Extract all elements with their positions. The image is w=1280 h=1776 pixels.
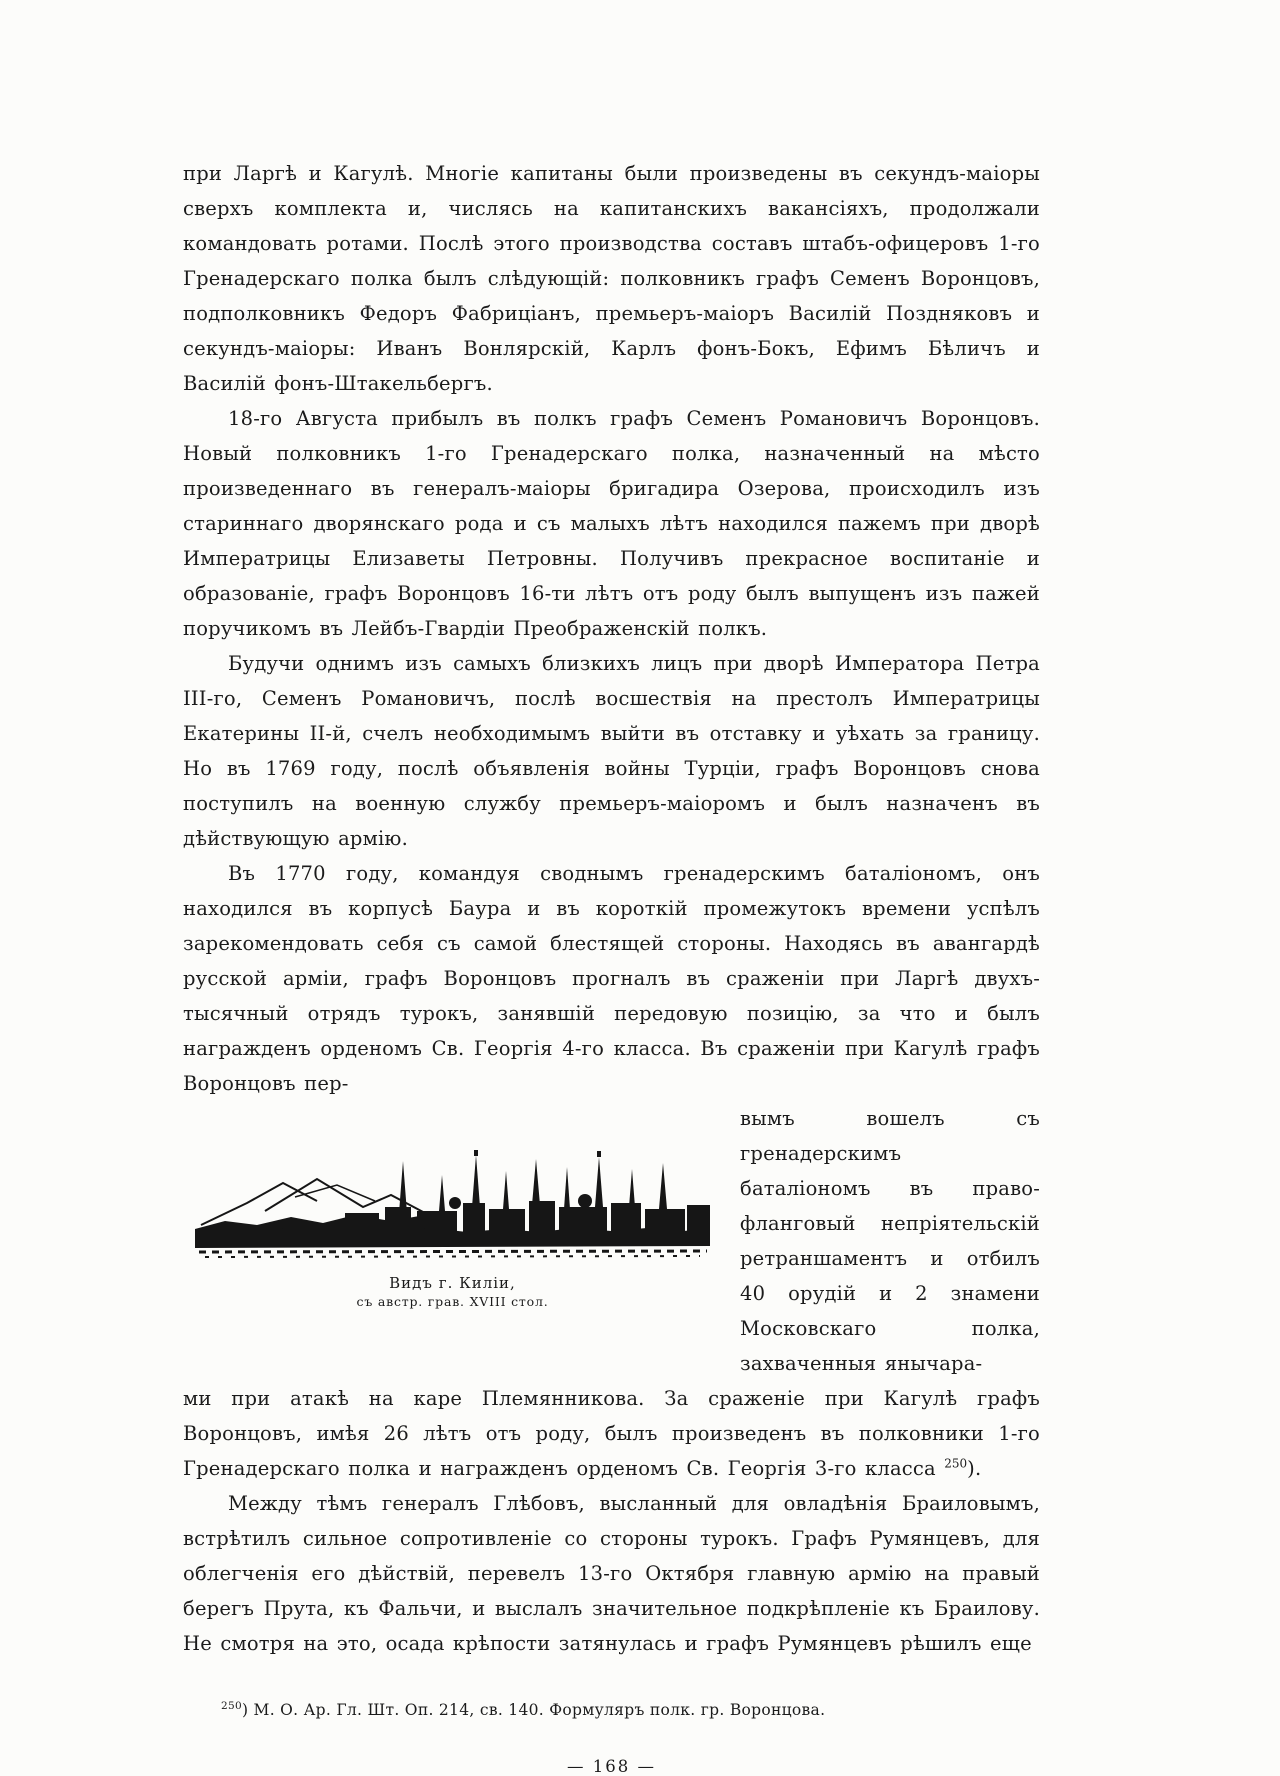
paragraph-glebov-brailov: Между тѣмъ генералъ Глѣбовъ, высланный для овладѣнія Браиловымъ, встрѣтилъ сильное сопротивленіе со стороны турокъ. Графъ Румянцевъ, для облегченія его дѣйствій, перевелъ 13-го Октября главную армію на правый берегъ Прута, къ Фальчи, и выслалъ значительное подкрѣпленіе къ Браилову. Не смотря на это, осада крѣпости затянулась и графъ Румянцевъ рѣшилъ еще: [183, 1492, 1040, 1655]
figure-caption-source: съ австр. грав. XVIII стол.: [356, 1294, 549, 1309]
footnote-reference: 250: [944, 1456, 968, 1471]
footnote-text: ) М. О. Ар. Гл. Шт. Оп. 214, св. 140. Формуляръ полк. гр. Воронцова.: [241, 1701, 826, 1720]
footnote-marker: 250: [221, 1700, 242, 1712]
footnote: [183, 1695, 1040, 1721]
kiliya-engraving-image: [195, 1149, 710, 1261]
paragraph-after-figure-closing: ).: [967, 1457, 982, 1480]
paragraph-after-figure: [183, 1381, 1040, 1486]
paragraph-beside-figure: вымъ вошелъ съ гренадерскимъ баталіономъ въ право-фланговый непріятельскій ретраншаментъ и отбилъ 40 орудій и 2 знамени Московскаго полка, захваченныя янычара-: [740, 1107, 1040, 1375]
figure-caption-title: Видъ г. Киліи,: [389, 1274, 516, 1292]
paragraph-after-figure-text: ми при атакѣ на каре Племянникова. За сраженіе при Кагулѣ графъ Воронцовъ, имѣя 26 лѣтъ отъ роду, былъ произведенъ въ полковники 1-го Гренадерскаго полка и награжденъ орденомъ Св. Георгія 3-го класса: [183, 1387, 1040, 1480]
city-skyline-engraving: [195, 1149, 710, 1261]
text-block: [183, 156, 1040, 1776]
paragraph-1770-campaign: Въ 1770 году, командуя своднымъ гренадерскимъ баталіономъ, онъ находился въ корпусѣ Баура и въ короткій промежутокъ времени успѣлъ зарекомендовать себя съ самой блестящей стороны. Находясь въ авангардѣ русской арміи, графъ Воронцовъ прогналъ въ сраженіи при Ларгѣ двухъ-тысячный отрядъ турокъ, занявшій передовую позицію, за что и былъ награжденъ орденомъ Св. Георгія 4-го класса. Въ сраженіи при Кагулѣ графъ Воронцовъ пер-: [183, 862, 1040, 1095]
paragraph-vorontsov-arrival: 18-го Августа прибылъ въ полкъ графъ Семенъ Романовичъ Воронцовъ. Новый полковникъ 1-го Гренадерскаго полка, назначенный на мѣсто произведеннаго въ генералъ-маіоры бригадира Озерова, происходилъ изъ стариннаго дворянскаго рода и съ малыхъ лѣтъ находился пажемъ при дворѣ Императрицы Елизаветы Петровны. Получивъ прекрасное воспитаніе и образованіе, графъ Воронцовъ 16-ти лѣтъ отъ роду былъ выпущенъ изъ пажей поручикомъ въ Лейбъ-Гвардіи Преображенскій полкъ.: [183, 407, 1040, 640]
page-number: — 168 —: [567, 1757, 656, 1776]
paragraph-continuation: при Ларгѣ и Кагулѣ. Многіе капитаны были произведены въ секундъ-маіоры сверхъ комплекта и, числясь на капитанскихъ вакансіяхъ, продолжали командовать ротами. Послѣ этого производства составъ штабъ-офицеровъ 1-го Гренадерскаго полка былъ слѣдующій: полковникъ графъ Семенъ Воронцовъ, подполковникъ Федоръ Фабриціанъ, премьеръ-маіоръ Василій Поздняковъ и секундъ-маіоры: Иванъ Вонлярскій, Карлъ фонъ-Бокъ, Ефимъ Бѣличъ и Василій фонъ-Штакельбергъ.: [183, 162, 1040, 395]
figure-kiliya: [183, 1101, 740, 1311]
paragraph-court-service: Будучи однимъ изъ самыхъ близкихъ лицъ при дворѣ Императора Петра III-го, Семенъ Романовичъ, послѣ восшествія на престолъ Императрицы Екатерины II-й, счелъ необходимымъ выйти въ отставку и уѣхать за границу. Но въ 1769 году, послѣ объявленія войны Турціи, графъ Воронцовъ снова поступилъ на военную службу премьеръ-маіоромъ и былъ назначенъ въ дѣйствующую армію.: [183, 652, 1040, 850]
figure-caption: [195, 1273, 710, 1311]
figure-and-wrapped-text: [183, 1101, 1040, 1381]
